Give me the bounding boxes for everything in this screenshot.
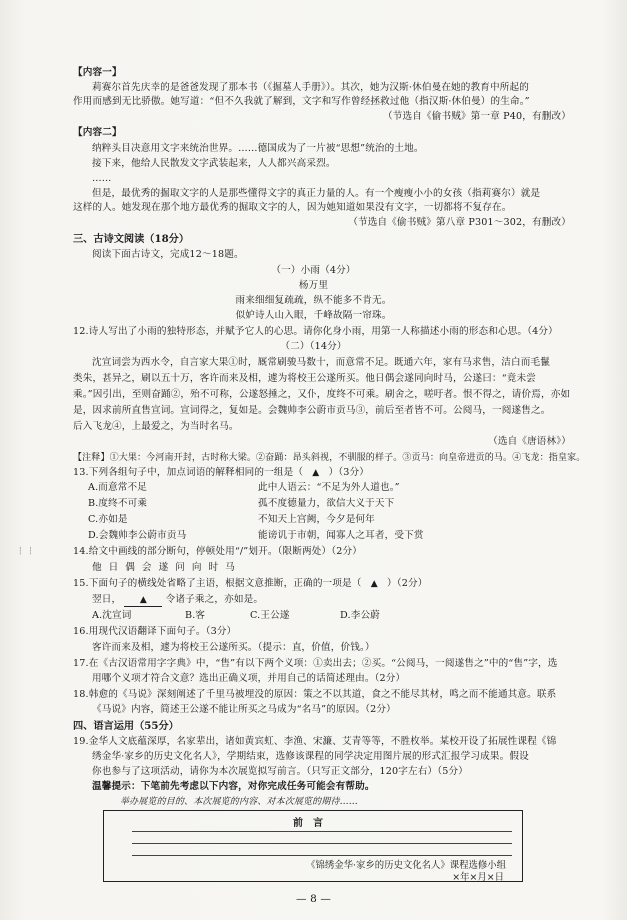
page-number: — 8 —: [295, 893, 332, 905]
question-15-stem-end: ）（2分）: [387, 578, 428, 589]
q13-option-c-compare: 不知天上宫阙，今夕是何年: [258, 514, 375, 525]
prose-source: （选自《唐语林》）: [488, 436, 571, 447]
q15-option-d: D.李公蔚: [340, 610, 380, 621]
content1-heading: 【内容一】: [73, 67, 122, 78]
question-14-stem: 14.给文中画线的部分断句，停顿处用“/”划开。（限断两处）（2分）: [73, 546, 362, 557]
question-19-line-3: 你也参与了这项活动，请你为本次展览拟写前言。（只写正文部分，120字左右）（5分）: [92, 766, 468, 777]
question-12: 12.诗人写出了小雨的独特形态，并赋予它人的心思。请你化身小雨，用第一人称描述小雨的形态和心思。（4分）: [73, 326, 558, 337]
question-17-line-2: 用哪个义项才符合文意？选出正确义项，并用自己的话简述理由。（2分）: [92, 673, 406, 684]
prose-title: （二）（14分）: [280, 341, 347, 352]
notes: 【注释】①大果：今河南开封，古时称大梁。②奋踊：昂头斜视，不驯服的样子。③贡马：向皇帝进贡的马。④飞龙：指皇家。: [73, 453, 586, 463]
question-15-stem-text: 15.下面句子的横线处省略了主语，根据文意推断，正确的一项是（: [73, 578, 362, 589]
question-15-stem: [73, 578, 427, 590]
answer-blank-13[interactable]: ▲: [312, 468, 320, 478]
q13-option-d-compare: 能谤讥于市朝，闻寡人之耳者，受下赏: [258, 530, 424, 541]
question-13-stem: [73, 467, 369, 479]
question-19-tip-detail: 举办展览的目的、本次展览的内容、对本次展览的期待……: [120, 797, 358, 807]
q13-option-b: B.度终不可乘: [88, 498, 148, 509]
q15-option-c: C.王公遂: [250, 610, 290, 621]
content1-source: （节选自《偷书贼》第一章 P40，有删改）: [383, 111, 571, 122]
prose-line-5: 后入飞龙④，上最爱之，为当时名马。: [73, 421, 239, 432]
prose-line-2: 类朱，甚异之，刷以五十万，客许而来及相，遽为将校王公遂所买。他日偶会遂同向时马，公遂曰：“竟未尝: [73, 373, 537, 384]
poem-line-1: 雨来细细复疏疏，纵不能多不肯无。: [235, 295, 392, 306]
answer-line-2[interactable]: [132, 843, 512, 844]
q13-option-d: D.会魏帅李公蔚市贡马: [88, 530, 187, 541]
question-19-tip: 温馨提示：下笔前先考虑以下内容，对你完成任务可能会有帮助。: [92, 781, 375, 792]
question-17-line-1: 17.在《古汉语常用字字典》中，“售”有以下两个义项：①卖出去；②买。“公阅马，一阅遂售之”中的“售”字，选: [73, 658, 558, 669]
q13-option-a: A.而意常不足: [88, 482, 147, 493]
content2-source: （节选自《偷书贼》第八章 P301～302，有删改）: [348, 217, 571, 228]
question-18-line-2: 《马说》内容，简述王公遂不能让所买之马成为“名马”的原因。（2分）: [92, 704, 396, 715]
content2-line-4: 但是，最优秀的掘取文字的人是那些懂得文字的真正力量的人。有一个瘦瘦小小的女孩（指莉赛尔）就是: [92, 188, 541, 199]
q13-option-c: C.亦如是: [88, 514, 128, 525]
q15-option-b: B.客: [185, 610, 206, 621]
section4-heading: 四、语言运用（55分）: [73, 720, 179, 732]
prose-line-1: 沈宣词尝为西水令，自言家大果①时，厩常刷骏马数十，而意常不足。既通六年，家有马求售，洁白而毛鬣: [92, 357, 550, 368]
q13-option-b-compare: 孤不度德量力，欲信大义于天下: [258, 498, 395, 509]
prose-line-3: 乘。”因引出，至则奋踊②，殆不可称，公遂怒捶之，又仆，度终不可乘。刷舍之，嗟吁者。恨不得之，请价焉，亦如: [73, 389, 571, 400]
preface-answer-box[interactable]: [103, 810, 523, 882]
content2-heading: 【内容二】: [73, 127, 122, 138]
poem-title: （一）小雨（4分）: [271, 265, 356, 276]
answer-blank-15[interactable]: ▲: [370, 579, 378, 589]
q13-option-a-compare: 此中人语云：“不足为外人道也。”: [258, 482, 400, 493]
content2-line-5: 这样的人。她发现在那个地方最优秀的掘取文字的人，因为她知道如果没有文字，一切都将不复存在。: [73, 202, 512, 213]
question-13-stem-end: ）（3分）: [328, 467, 369, 478]
question-14-text: 他 日 偶 会 遂 问 向 时 马: [92, 562, 237, 573]
content2-line-3: ……: [92, 173, 112, 184]
q15-sentence-start: 翌日，: [92, 594, 122, 605]
content1-line-1: 莉赛尔首先庆幸的是爸爸发现了那本书（《掘墓人手册》）。其次，她为汉斯·休伯曼在她的教育中所起的: [92, 82, 530, 93]
q15-sentence-blank[interactable]: [124, 594, 162, 607]
answer-line-3[interactable]: [132, 855, 512, 856]
poem-author: 杨万里: [298, 280, 329, 291]
q15-option-a: A.沈宣词: [92, 610, 132, 621]
section3-intro: 阅读下面古诗文，完成12～18题。: [92, 249, 244, 260]
preface-title: 前言: [293, 818, 333, 829]
answer-line-1[interactable]: [132, 831, 512, 832]
prose-line-4: 是，因求前所直售宣词。宣词得之，复如是。会魏帅李公蔚市贡马③，前后至者皆不可。公阅马，一阅遂售之。: [73, 405, 551, 416]
content2-line-1: 纳粹头目决意用文字来统治世界。……德国成为了一片被“思想”统治的土地。: [92, 143, 424, 154]
poem-line-2: 似妒诗人山入眼，千峰故隔一帘珠。: [235, 310, 392, 321]
q15-blank-mark: ▲: [139, 595, 147, 605]
content2-line-2: 接下来，他给人民散发文字武装起来，人人都兴高采烈。: [92, 158, 336, 169]
question-16-text: 客许而来及相，遽为将校王公遂所买。（提示：直，价值，价钱。）: [92, 642, 375, 653]
question-18-line-1: 18.韩愈的《马说》深刻阐述了千里马被埋没的原因：策之不以其道，食之不能尽其材，鸣之而不能通其意。联系: [73, 689, 557, 700]
margin-marks: ┆ ┆: [18, 547, 35, 555]
section3-heading: 三、古诗文阅读（18分）: [73, 233, 190, 245]
preface-signature: 《锦绣金华·家乡的历史文化名人》课程选修小组: [306, 860, 506, 871]
question-16-stem: 16.用现代汉语翻译下面句子。（3分）: [73, 626, 237, 637]
q15-sentence-end: 令诸子乘之，亦如是。: [165, 594, 264, 605]
question-19-line-2: 绣金华·家乡的历史文化名人》，学期结束，选修该课程的同学决定用图片展的形式汇报学习成果。假设: [92, 751, 529, 762]
content1-line-2: 作用而感到无比骄傲。她写道：“但不久我就了解到，文字和写作曾经拯救过他（指汉斯·休伯曼）的生命。”: [73, 96, 530, 107]
question-13-stem-text: 13.下列各组句子中，加点词语的解释相同的一组是（: [73, 467, 304, 478]
preface-date: ×年×月×日: [452, 872, 504, 883]
question-19-line-1: 19.金华人文底蕴深厚，名家辈出，诸如黄宾虹、李渔、宋濂、艾青等等，不胜枚举。某校开设了拓展性课程《锦: [73, 736, 557, 747]
question-15-sentence: [92, 594, 263, 607]
